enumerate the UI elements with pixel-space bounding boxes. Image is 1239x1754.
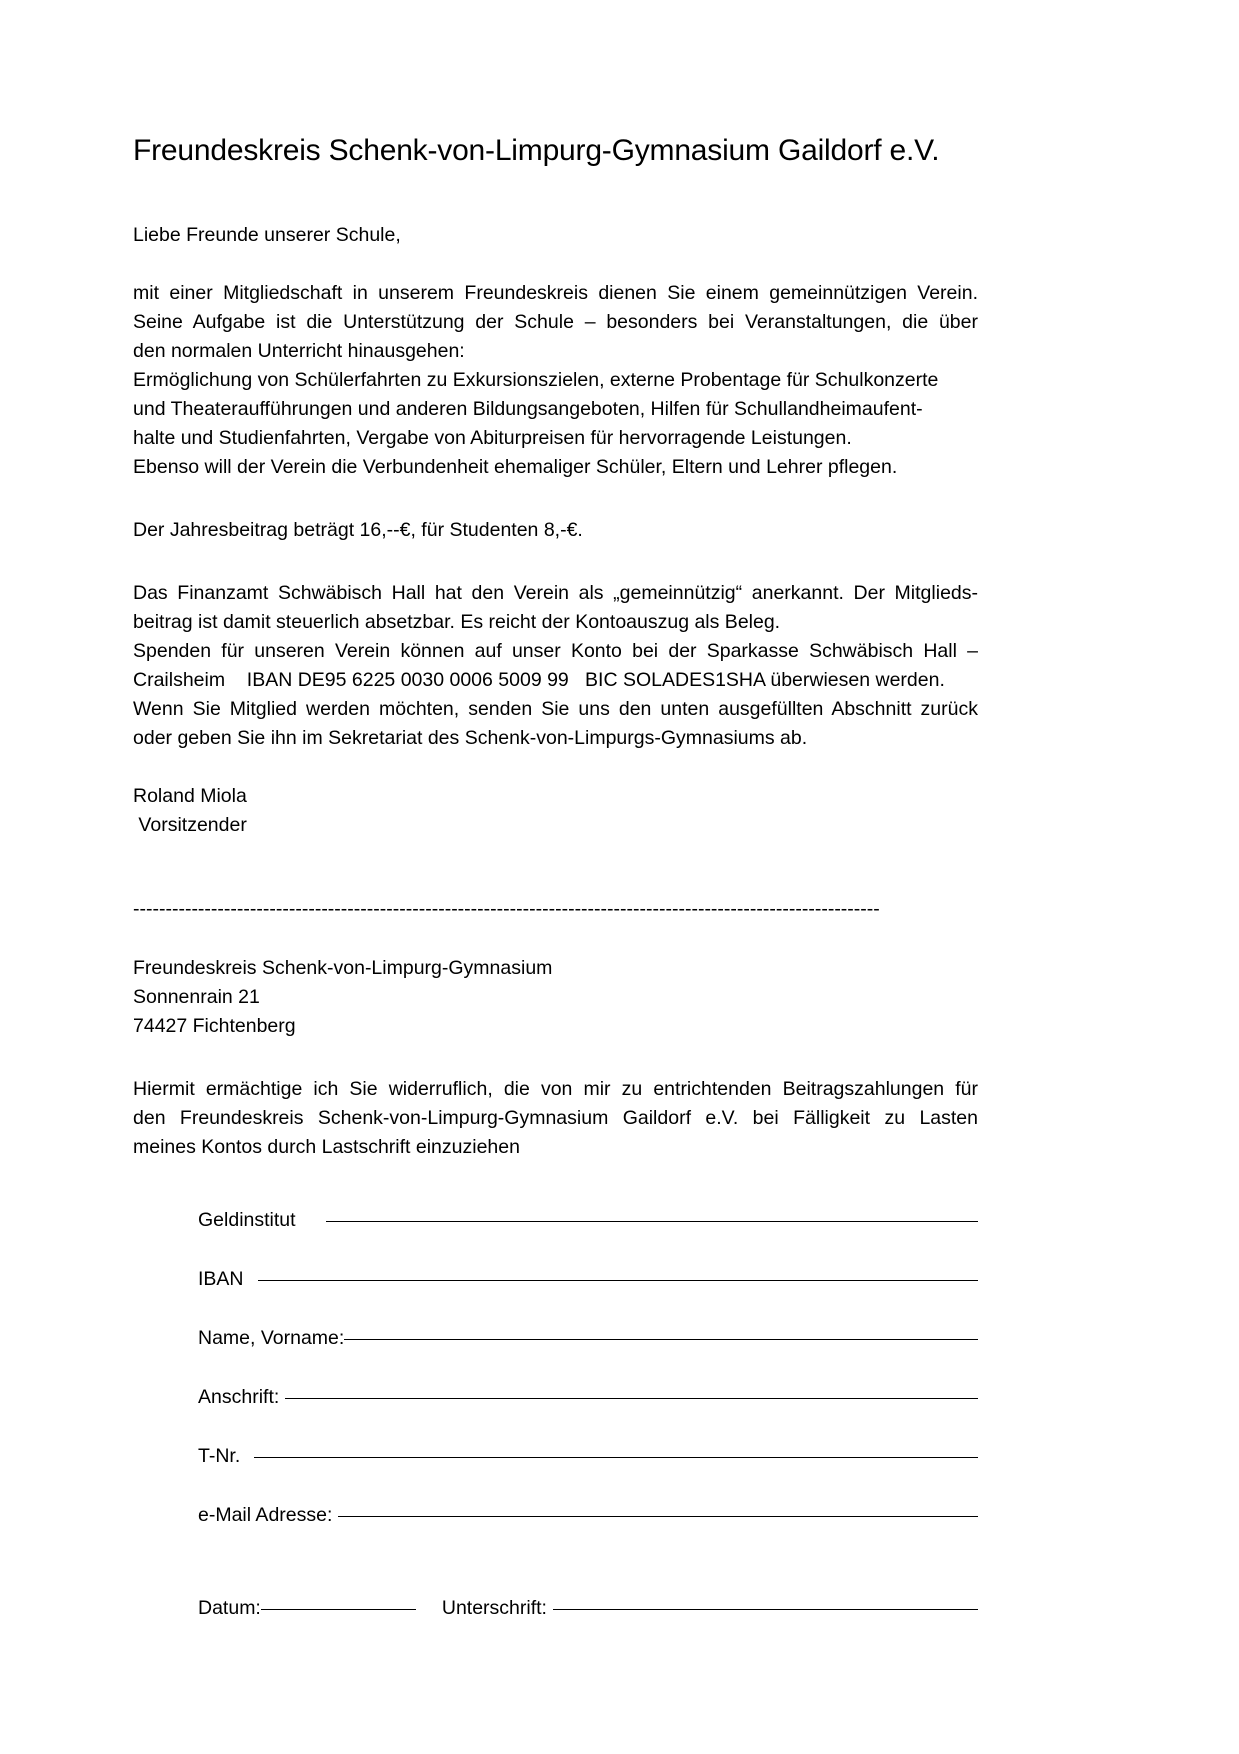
direct-debit-mandate-text [133, 1075, 978, 1162]
intro-line-2: Seine Aufgabe ist die Unterstützung der Schule – besonders bei Veranstaltungen, die über [133, 311, 978, 333]
mandate-line-2: den Freundeskreis Schenk-von-Limpurg-Gymnasium Gaildorf e.V. bei Fälligkeit zu Lasten [133, 1107, 978, 1129]
intro-line-3: den normalen Unterricht hinausgehen: [133, 340, 465, 362]
intro-line-6: halte und Studienfahrten, Vergabe von Abiturpreisen für hervorragende Leistungen. [133, 427, 852, 449]
spacer [198, 1560, 978, 1594]
field-row-email [198, 1501, 978, 1530]
field-row-name [198, 1324, 978, 1353]
mandate-form [198, 1206, 978, 1623]
tax-line-3: Spenden für unseren Verein können auf unser Konto bei der Sparkasse Schwäbisch Hall – [133, 640, 978, 662]
field-row-datum-unterschrift [198, 1594, 978, 1623]
tax-line-6: oder geben Sie ihn im Sekretariat des Schenk-von-Limpurgs-Gymnasiums ab. [133, 727, 808, 749]
field-row-geldinstitut [198, 1206, 978, 1235]
spacer [133, 1041, 978, 1075]
address-line-3: 74427 Fichtenberg [133, 1015, 296, 1037]
tax-line-5: Wenn Sie Mitglied werden möchten, senden Sie uns den unten ausgefüllten Abschnitt zurück [133, 698, 978, 720]
unterschrift-input[interactable] [553, 1609, 978, 1610]
anschrift-input[interactable] [285, 1398, 978, 1399]
email-label: e-Mail Adresse: [198, 1504, 333, 1526]
tax-line-1: Das Finanzamt Schwäbisch Hall hat den Verein als „gemeinnützig“ anerkannt. Der Mitglieds- [133, 582, 978, 604]
page-title: Freundeskreis Schenk-von-Limpurg-Gymnasium Gaildorf e.V. [133, 134, 940, 167]
geldinstitut-input[interactable] [326, 1221, 978, 1222]
name-label: Name, Vorname: [198, 1327, 345, 1349]
signer-name: Roland Miola [133, 785, 247, 807]
spacer [133, 545, 978, 579]
intro-line-7: Ebenso will der Verein die Verbundenheit ehemaliger Schüler, Eltern und Lehrer pflegen. [133, 456, 898, 478]
tear-off-separator: ------------------------------------------------------------------------------------------------------------------- [133, 898, 880, 920]
spacer [133, 920, 978, 954]
document-content [133, 0, 978, 1623]
salutation: Liebe Freunde unserer Schule, [133, 224, 401, 246]
tax-and-donation-paragraph [133, 579, 978, 753]
tnr-input[interactable] [254, 1457, 978, 1458]
spacer [133, 840, 978, 898]
tax-line-2: beitrag ist damit steuerlich absetzbar. Es reicht der Kontoauszug als Beleg. [133, 611, 781, 633]
bank-details-line: Crailsheim IBAN DE95 6225 0030 0006 5009 99 BIC SOLADES1SHA überwiesen werden. [133, 669, 945, 691]
intro-line-1: mit einer Mitgliedschaft in unserem Freundeskreis dienen Sie einem gemeinnützigen Verein. [133, 282, 978, 304]
field-row-iban [198, 1265, 978, 1294]
annual-fee-text: Der Jahresbeitrag beträgt 16,--€, für Studenten 8,-€. [133, 519, 583, 541]
field-row-anschrift [198, 1383, 978, 1412]
signer-role: Vorsitzender [133, 814, 247, 836]
name-input[interactable] [344, 1339, 978, 1340]
anschrift-label: Anschrift: [198, 1386, 280, 1408]
recipient-address [133, 954, 978, 1041]
intro-line-4: Ermöglichung von Schülerfahrten zu Exkursionszielen, externe Probentage für Schulkonzerte [133, 369, 939, 391]
iban-label: IBAN [198, 1268, 244, 1290]
spacer [133, 482, 978, 516]
unterschrift-label: Unterschrift: [441, 1597, 547, 1619]
spacer [133, 250, 978, 279]
intro-line-5: und Theateraufführungen und anderen Bildungsangeboten, Hilfen für Schullandheimaufent- [133, 398, 923, 420]
field-row-telefon [198, 1442, 978, 1471]
address-line-2: Sonnenrain 21 [133, 986, 260, 1008]
intro-paragraph [133, 279, 978, 482]
iban-input[interactable] [258, 1280, 978, 1281]
email-input[interactable] [338, 1516, 978, 1517]
tnr-label: T-Nr. [198, 1445, 241, 1467]
spacer [133, 753, 978, 782]
datum-label: Datum: [198, 1597, 261, 1619]
spacer [133, 169, 978, 221]
signature-block [133, 782, 978, 840]
address-line-1: Freundeskreis Schenk-von-Limpurg-Gymnasium [133, 957, 553, 979]
mandate-line-3: meines Kontos durch Lastschrift einzuziehen [133, 1136, 520, 1158]
mandate-line-1: Hiermit ermächtige ich Sie widerruflich, die von mir zu entrichtenden Beitragszahlungen für [133, 1078, 978, 1100]
spacer [133, 1162, 978, 1206]
datum-input[interactable] [261, 1609, 416, 1610]
geldinstitut-label: Geldinstitut [198, 1209, 296, 1231]
